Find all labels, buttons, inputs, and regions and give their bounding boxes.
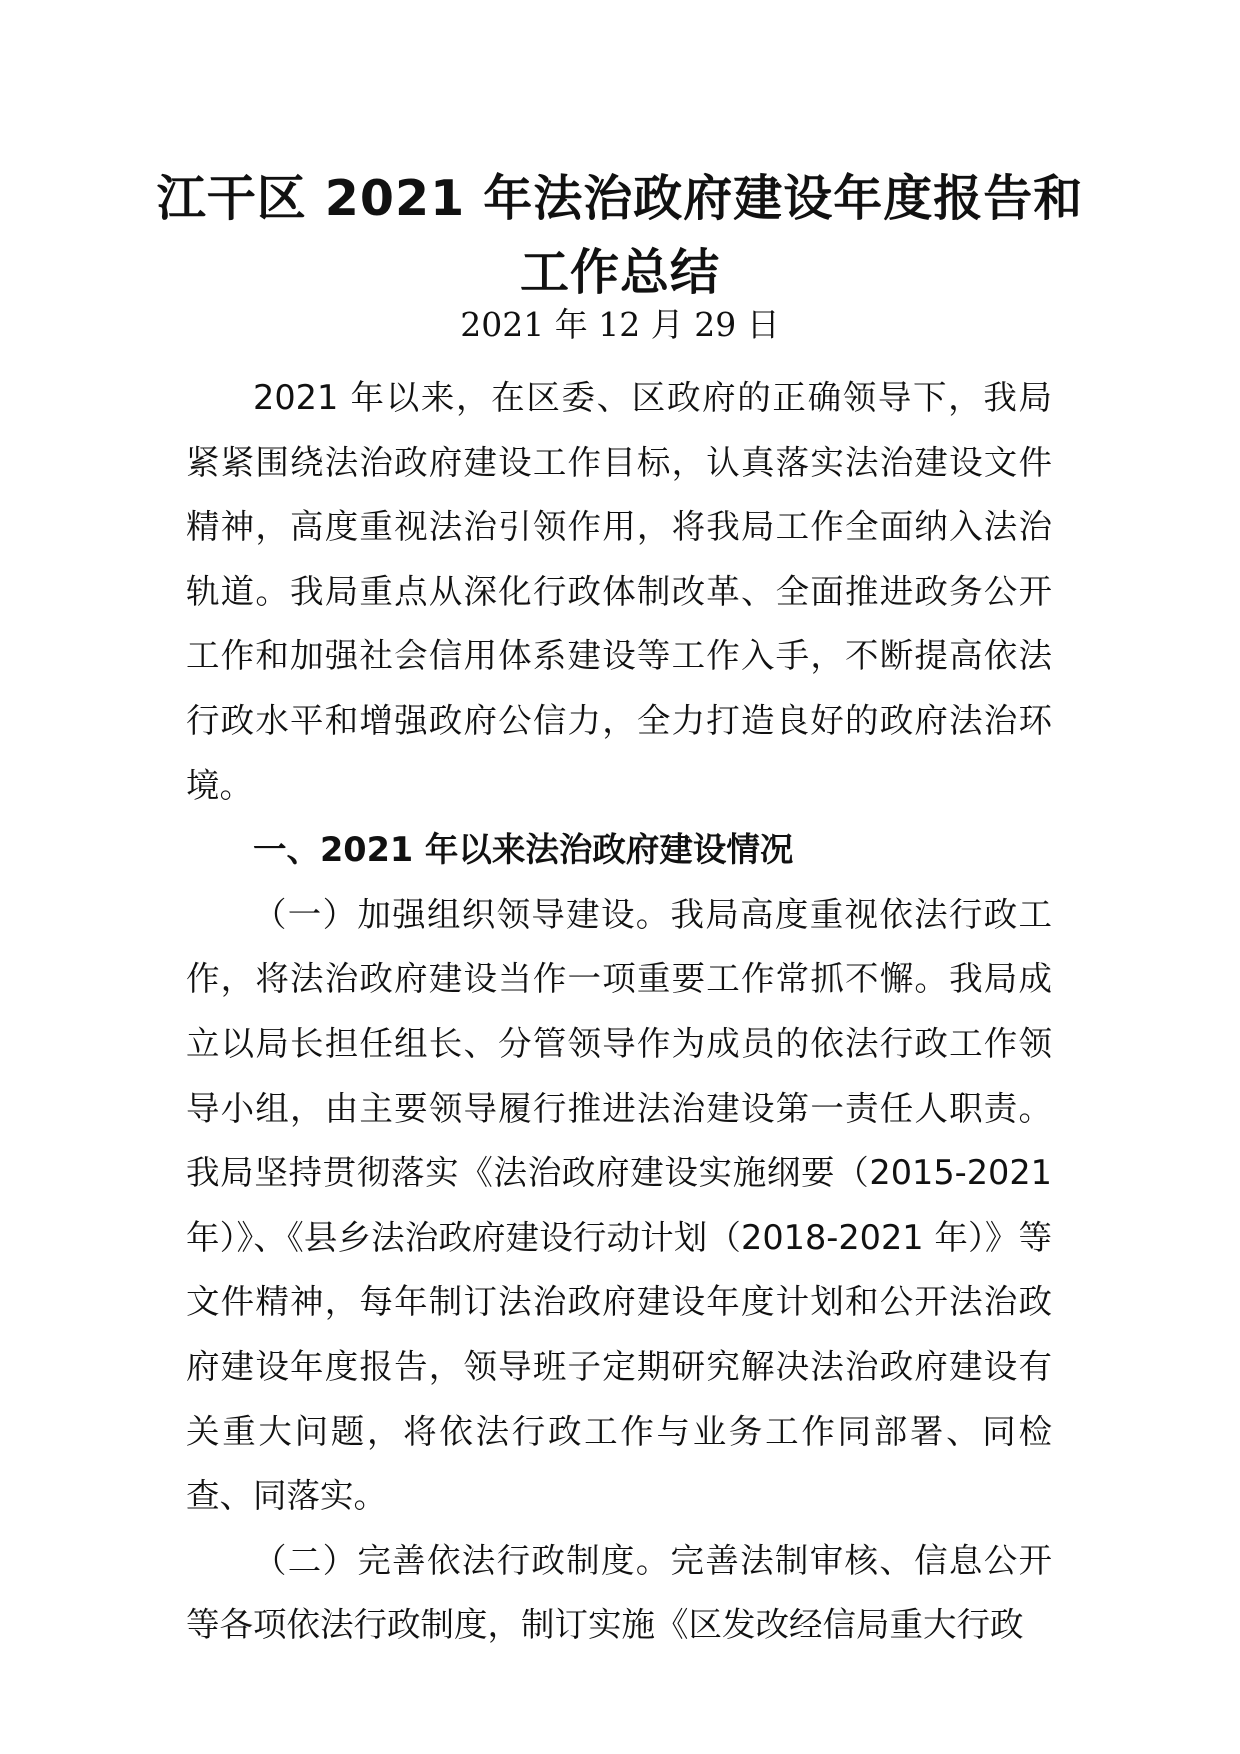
- document-date: 2021 年 12 月 29 日: [460, 305, 780, 344]
- paragraph-organization: （一）加强组织领导建设。我局高度重视依法行政工作，将法治政府建设当作一项重要工作常抓不懈。我局成立以局长担任组长、分管领导作为成员的依法行政工作领导小组，由主要领导履行推进法治建设第一责任人职责。我局坚持贯彻落实《法治政府建设实施纲要（2015-2021 年）》、《县乡法治政府建设行动计划（2018-2021 年）》等文件精神，每年制订法治政府建设年度计划和公开法治政府建设年度报告，领导班子定期研究解决法治政府建设有关重大问题，将依法行政工作与业务工作同部署、同检查、同落实。: [186, 894, 1052, 1516]
- intro-paragraph: 2021 年以来，在区委、区政府的正确领导下，我局紧紧围绕法治政府建设工作目标，认真落实法治建设文件精神，高度重视法治引领作用，将我局工作全面纳入法治轨道。我局重点从深化行政体制改革、全面推进政务公开工作和加强社会信用体系建设等工作入手，不断提高依法行政水平和增强政府公信力，全力打造良好的政府法治环境。: [186, 378, 1052, 805]
- document-title: 江干区 2021 年法治政府建设年度报告和工作总结: [156, 170, 1084, 301]
- paragraph-system: （二）完善依法行政制度。完善法制审核、信息公开等各项依法行政制度，制订实施《区发改经信局重大行政: [186, 1540, 1052, 1645]
- document-body: [186, 366, 1052, 1658]
- section-heading: 一、2021 年以来法治政府建设情况: [253, 830, 794, 870]
